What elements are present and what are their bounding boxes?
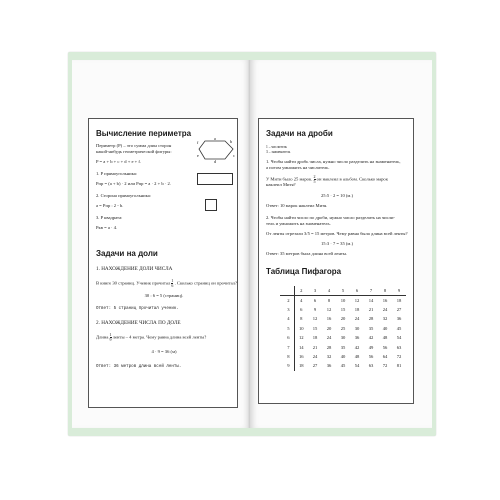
table-cell: 64 [382,353,388,359]
perimeter-intro-line2: какой-нибудь геометрической фигуры: [96,149,172,154]
problem-1-line-2: наклеил Митя? [266,182,296,187]
table-cell: 63 [368,363,374,369]
table-cell: 36 [396,316,402,322]
table-row [280,352,406,361]
table-cell: 18 [312,335,318,341]
table-header-cell: 4 [322,286,336,295]
fraction-problems-heading: Задачи на дроби [266,129,333,138]
hex-label-f: f [197,140,199,145]
table-cell: 6 [300,306,303,312]
table-cell: 10 [340,297,346,303]
rect-perimeter-formula: Pпр = (a + b) · 2 или Pпр = a · 2 + b · 2. [96,181,171,186]
table-header-cell: 7 [364,286,378,295]
table-cell: 12 [298,335,304,341]
problem-2-answer: Ответ: 35 метров была длина всей ленты. [266,251,348,256]
rule-1-line-2: а потом умножить на числитель. [266,165,330,170]
perimeter-intro-line1: Периметр (Р) – это сумма длин сторон [96,143,172,148]
table-header-cell: 6 [350,286,364,295]
rule-2-line-1: 2. Чтобы найти число по дроби, нужно число разделить на числи- [266,215,395,220]
table-cell: 15 [340,306,346,312]
table-row-header-cell: 8 [280,352,294,361]
table-cell: 49 [368,344,374,350]
fraction-numerator: 1 [109,332,112,337]
rule-1-line-1: 1. Чтобы найти дробь числа, нужно число разделить на знаменатель, [266,159,401,164]
table-cell: 18 [298,363,304,369]
left-page [72,60,250,428]
table-cell: 4 [300,297,303,303]
table-cell: 16 [326,316,332,322]
number-calculation: 4 · 9 = 36 (м) [151,349,177,354]
rect-side-formula: a = Pпр : 2 - b. [96,203,124,208]
rectangle-figure [197,173,233,185]
problem-1-text-b: он наклеил в альбом. Сколько марок [316,176,388,182]
table-cell: 40 [340,353,346,359]
table-header-cell: 5 [336,286,350,295]
table-cell: 20 [326,325,332,331]
fraction-numerator: 2 [313,174,316,179]
table-cell: 30 [354,325,360,331]
table-cell: 28 [368,316,374,322]
legend-denominator: 3 – знаменатель [266,150,291,154]
hex-label-a: a [214,137,216,141]
table-cell: 21 [368,306,374,312]
share-of-number-title: 1. НАХОЖДЕНИЕ ДОЛИ ЧИСЛА [96,266,173,272]
table-cell: 42 [354,344,360,350]
table-row-header-cell: 5 [280,324,294,333]
hex-label-c: c [233,153,235,158]
rule-2-line-2: тель и умножить на знаменатель. [266,221,331,226]
table-row [280,295,406,304]
table-cell: 15 [312,325,318,331]
table-row-header-cell: 9 [280,361,294,370]
table-cell: 36 [326,363,332,369]
table-cell: 12 [326,306,332,312]
problem-1-answer: Ответ: 10 марок наклеил Митя. [266,203,328,208]
table-cell: 54 [354,363,360,369]
table-cell: 24 [312,353,318,359]
table-cell: 18 [396,297,402,303]
table-cell: 20 [340,316,346,322]
table-cell: 36 [354,335,360,341]
fraction-denominator: 5 [313,179,316,184]
table-cell: 54 [396,335,402,341]
share-answer: Ответ: 5 страниц прочитал ученик. [96,307,179,311]
table-cell: 45 [396,325,402,331]
table-cell: 35 [340,344,346,350]
table-cell: 30 [340,335,346,341]
table-header-cell [280,286,294,295]
table-cell: 24 [326,335,332,341]
table-cell: 48 [354,353,360,359]
table-cell: 28 [326,344,332,350]
fractions-heading: Задачи на доли [96,249,158,258]
table-row [280,324,406,333]
rect-perimeter-title: 1. P прямоугольника: [96,171,138,176]
table-header-cell: 8 [378,286,392,295]
fraction-one-sixth [171,279,173,288]
perimeter-heading: Вычисление периметра [96,129,192,138]
square-perimeter-formula: Pкв = a · 4. [96,225,118,230]
table-cell: 32 [382,316,388,322]
table-cell: 72 [382,363,388,369]
table-cell: 56 [368,353,374,359]
left-page-frame [88,118,238,408]
table-row [280,342,406,351]
table-cell: 27 [312,363,318,369]
problem-2-calculation: 15:3 · 7 = 35 (м.) [320,241,354,246]
hex-label-d: d [214,159,216,163]
hex-label-e: e [197,153,199,158]
table-cell: 42 [368,335,374,341]
table-cell: 16 [298,353,304,359]
table-cell: 10 [298,325,304,331]
fraction-one-ninth [110,333,112,342]
table-row [280,333,406,342]
table-cell: 63 [396,344,402,350]
table-cell: 25 [340,325,346,331]
share-calculation: 30 : 6 = 5 (страниц). [144,293,184,298]
number-problem-text-2: ленты – 4 метра. Чему равна длина всей ленты? [112,334,207,340]
number-by-share-problem [96,333,206,342]
pythagoras-table [280,286,406,371]
share-problem-text-2: . Сколько страниц он прочитал? [174,280,238,286]
table-cell: 16 [382,297,388,303]
problem-2-line-1: От ленты отрезали 3/5 = 15 метров. Чему равна была длина всей ленты? [266,231,408,236]
pythagoras-table-heading: Таблица Пифагора [266,267,342,276]
table-cell: 48 [382,335,388,341]
table-cell: 27 [396,306,402,312]
table-cell: 45 [340,363,346,369]
number-by-share-title: 2. НАХОЖДЕНИЕ ЧИСЛА ПО ДОЛЕ [96,320,181,326]
table-cell: 14 [368,297,374,303]
table-cell: 9 [313,306,317,312]
table-row [280,361,406,370]
hexagon-figure [197,137,237,163]
table-header-cell: 3 [308,286,322,295]
problem-1-calculation: 25:5 · 2 = 10 (м.) [320,193,354,198]
table-cell: 8 [327,297,331,303]
hex-label-b: b [230,139,232,144]
table-cell: 12 [312,316,318,322]
share-problem-text-1: В книге 30 страниц. Ученик прочитал [96,280,171,286]
table-cell: 12 [354,297,360,303]
table-cell: 81 [396,363,402,369]
table-cell: 14 [298,344,304,350]
table-cell: 18 [354,306,360,312]
table-cell: 8 [300,316,303,322]
table-cell: 21 [312,344,318,350]
table-header-cell: 2 [294,286,308,295]
right-page [250,60,432,428]
fraction-two-fifths [314,175,316,184]
table-row-header-cell: 4 [280,314,294,323]
table-header-row [280,286,406,295]
fraction-denominator: 6 [171,283,174,288]
fraction-numerator: 1 [171,278,174,283]
perimeter-formula: P = a + b + c + d + e + f. [96,159,142,164]
fraction-denominator: 9 [109,337,112,342]
share-of-number-problem [96,279,237,288]
table-cell: 6 [313,297,317,303]
table-cell: 40 [382,325,388,331]
rect-side-title: 2. Сторона прямоугольника: [96,193,152,198]
number-answer: Ответ: 36 метров длина всей ленты. [96,365,182,369]
table-cell: 72 [396,353,402,359]
table-row-header-cell: 7 [280,342,294,351]
square-figure [205,199,217,211]
legend-numerator: 1 – числитель [266,145,288,149]
table-row [280,314,406,323]
table-cell: 56 [382,344,388,350]
table-row-header-cell: 2 [280,295,294,304]
table-row-header-cell: 3 [280,305,294,314]
number-problem-text-1: Длина [96,334,109,340]
table-cell: 35 [368,325,374,331]
table-cell: 24 [354,316,360,322]
table-cell: 24 [382,306,388,312]
problem-1-text-a: У Мити было 25 марок. [266,176,313,182]
square-perimeter-title: 3. P квадрата: [96,215,123,220]
table-row [280,305,406,314]
table-header-cell: 9 [392,286,406,295]
table-row-header-cell: 6 [280,333,294,342]
table-cell: 32 [326,353,332,359]
